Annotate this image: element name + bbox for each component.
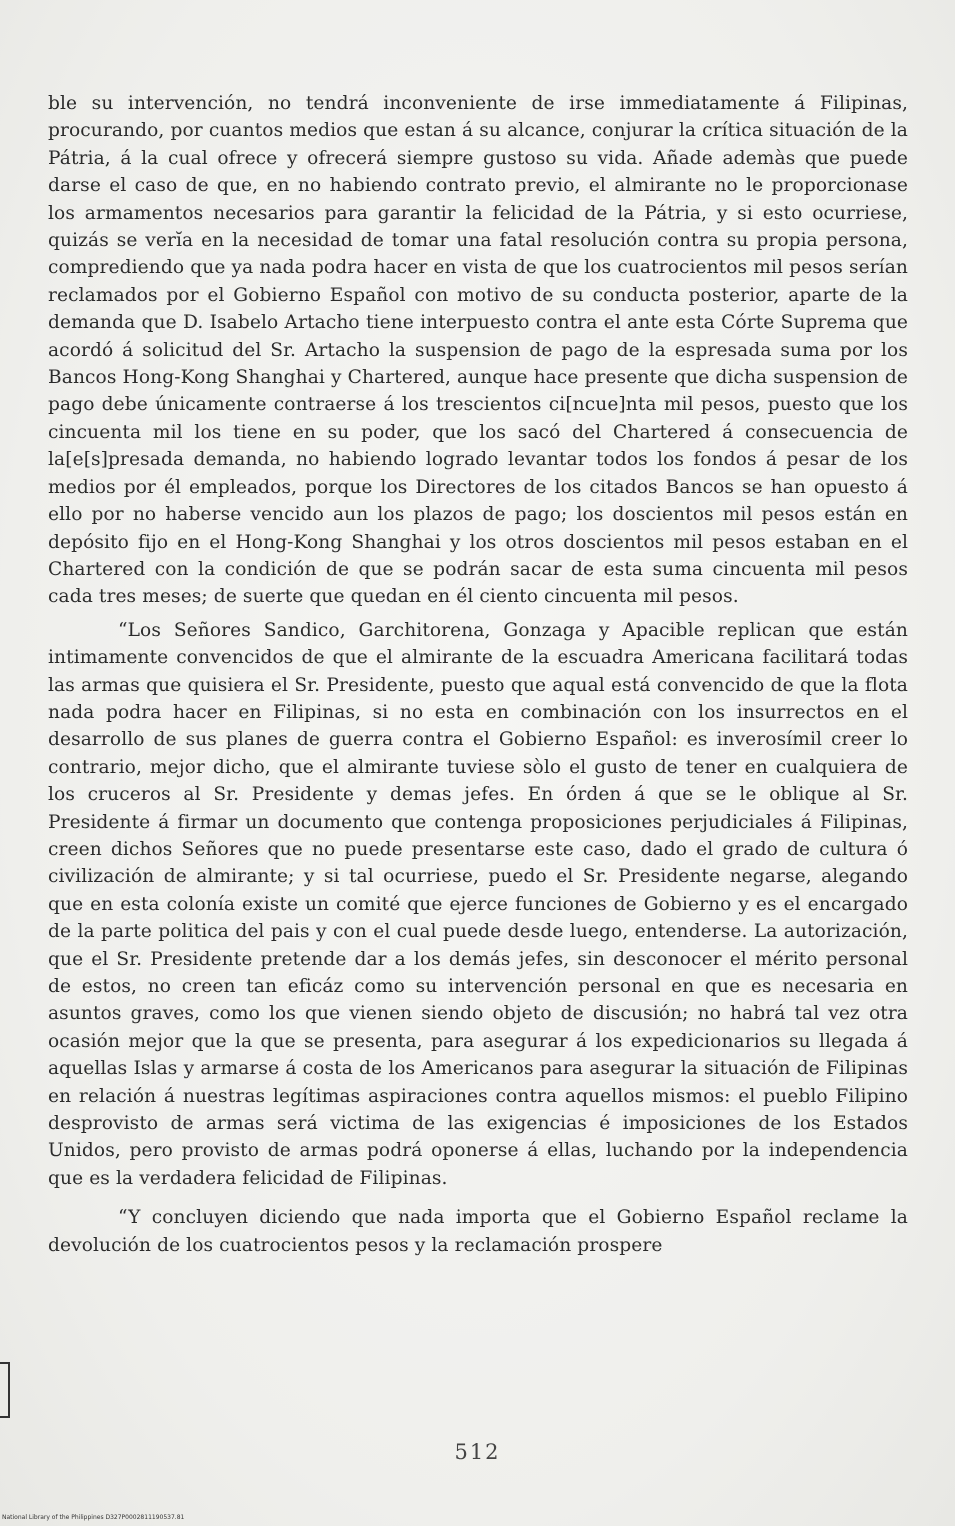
document-body: [48, 90, 908, 1259]
footer-credit: National Library of the Philippines D327P0002811190537.81: [2, 1514, 185, 1521]
paragraph-1: ble su intervención, no tendrá inconveniente de irse immediatamente á Filipinas, procurando, por cuantos medios que estan á su alcance, conjurar la crítica situación de la Pátria, á la cual ofrece y ofrecerá siempre gustoso su vida. Añade ademàs que puede darse el caso de que, en no habiendo contrato previo, el almirante no le proporcionase los armamentos necesarios para garantir la felicidad de la Pátria, y si esto ocurriese, quizás se verĭa en la necesidad de tomar una fatal resolución contra su propia persona, comprediendo que ya nada podra hacer en vista de que los cuatrocientos mil pesos serían reclamados por el Gobierno Español con motivo de su conducta posterior, aparte de la demanda que D. Isabelo Artacho tiene interpuesto contra el ante esta Córte Suprema que acordó á solicitud del Sr. Artacho la suspension de pago de la espresada suma por los Bancos Hong-Kong Shanghai y Chartered, aunque hace presente que dicha suspension de pago debe únicamente contraerse á los trescientos ci[ncue]nta mil pesos, puesto que los cincuenta mil los tiene en su poder, que los sacó del Chartered á consecuencia de la[e[s]presada demanda, no habiendo logrado levantar todos los fondos á pesar de los medios por él empleados, porque los Directores de los citados Bancos se han opuesto á ello por no haberse vencido aun los plazos de pago; los doscientos mil pesos están en depósito fijo en el Hong-Kong Shanghai y los otros doscientos mil pesos estaban en el Chartered con la condición de que se podrán sacar de esta suma cincuenta mil pesos cada tres meses; de suerte que quedan en él ciento cincuenta mil pesos.: [48, 93, 908, 608]
margin-bracket-mark: [0, 1362, 10, 1418]
page-number: 512: [454, 1440, 501, 1464]
paragraph-3: “Y concluyen diciendo que nada importa que el Gobierno Español reclame la devolución de los cuatrocientos pesos y la reclamación prospere: [48, 1207, 908, 1256]
paragraph-2: “Los Señores Sandico, Garchitorena, Gonzaga y Apacible replican que están intimamente convencidos de que el almirante de la escuadra Americana facilitará todas las armas que quisiera el Sr. Presidente, puesto que aqual está convencido de que la flota nada podra hacer en Filipinas, si no esta en combinación con los insurrectos en el desarrollo de sus planes de guerra contra el Gobierno Español: es inverosímil creer lo contrario, mejor dicho, que el almirante tuviese sòlo el gusto de tener en cualquiera de los cruceros al Sr. Presidente y demas jefes. En órden á que se le oblique al Sr. Presidente á firmar un documento que contenga proposiciones perjudiciales á Filipinas, creen dichos Señores que no puede presentarse este caso, dado el grado de cultura ó civilización de almirante; y si tal ocurriese, puedo el Sr. Presidente negarse, alegando que en esta colonía existe un comité que ejerce funciones de Gobierno y es el encargado de la parte politica del pais y con el cual puede desde luego, entenderse. La autorización, que el Sr. Presidente pretende dar a los demás jefes, sin desconocer el mérito personal de estos, no creen tan eficáz como su intervención personal en que es necesaria en asuntos graves, como los que vienen siendo objeto de discusión; no habrá tal vez otra ocasión mejor que la que se presenta, para asegurar á los expedicionarios su llegada á aquellas Islas y armarse á costa de los Americanos para asegurar la situación de Filipinas en relación á nuestras legítimas aspiraciones contra aquellos mismos: el pueblo Filipino desprovisto de armas será victima de las exigencias é imposiciones de los Estados Unidos, pero provisto de armas podrá oponerse á ellas, luchando por la independencia que es la verdadera felicidad de Filipinas.: [48, 619, 908, 1189]
